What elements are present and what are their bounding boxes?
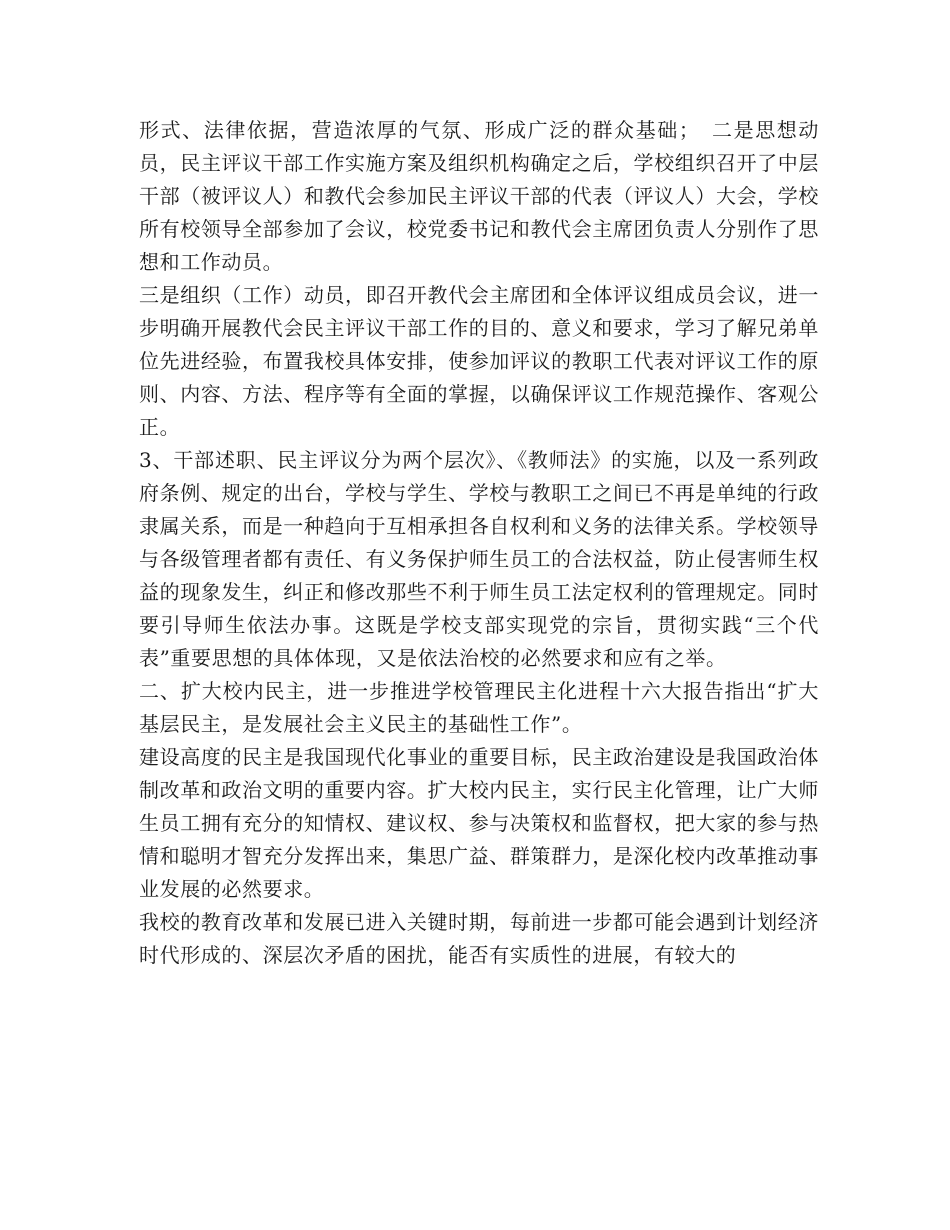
paragraph-3: 3、干部述职、民主评议分为两个层次》、《教师法》的实施，以及一系列政府条例、规定的出台，学校与学生、学校与教职工之间已不再是单纯的行政隶属关系，而是一种趋向于互相承担各自权利和义务的法律关系。学校领导与各级管理者都有责任、有义务保护师生员工的合法权益，防止侵害师生权益的现象发生，纠正和修改那些不利于师生员工法定权利的管理规定。同时要引导师生依法办事。这既是学校支部实现党的宗旨，贯彻实践“三个代表”重要思想的具体体现，又是依法治校的必然要求和应有之举。 bbox=[139, 448, 819, 670]
paragraph-4: 二、扩大校内民主，进一步推进学校管理民主化进程十六大报告指出“扩大基层民主，是发展社会主义民主的基础性工作”。 bbox=[139, 679, 819, 736]
document-body bbox=[139, 114, 819, 972]
paragraph-6: 我校的教育改革和发展已进入关键时期，每前进一步都可能会遇到计划经济时代形成的、深层次矛盾的困扰，能否有实质性的进展，有较大的 bbox=[139, 910, 819, 967]
paragraph-5: 建设高度的民主是我国现代化事业的重要目标，民主政治建设是我国政治体制改革和政治文明的重要内容。扩大校内民主，实行民主化管理，让广大师生员工拥有充分的知情权、建议权、参与决策权和监督权，把大家的参与热情和聪明才智充分发挥出来，集思广益、群策群力，是深化校内改革推动事业发展的必然要求。 bbox=[139, 745, 819, 901]
paragraph-1: 形式、法律依据，营造浓厚的气氛、形成广泛的群众基础； 二是思想动员，民主评议干部工作实施方案及组织机构确定之后，学校组织召开了中层干部（被评议人）和教代会参加民主评议干部的代表（评议人）大会，学校所有校领导全部参加了会议，校党委书记和教代会主席团负责人分别作了思想和工作动员。 bbox=[139, 118, 819, 274]
paragraph-2: 三是组织（工作）动员，即召开教代会主席团和全体评议组成员会议，进一步明确开展教代会民主评议干部工作的目的、意义和要求，学习了解兄弟单位先进经验，布置我校具体安排，使参加评议的教职工代表对评议工作的原则、内容、方法、程序等有全面的掌握，以确保评议工作规范操作、客观公正。 bbox=[139, 283, 819, 439]
